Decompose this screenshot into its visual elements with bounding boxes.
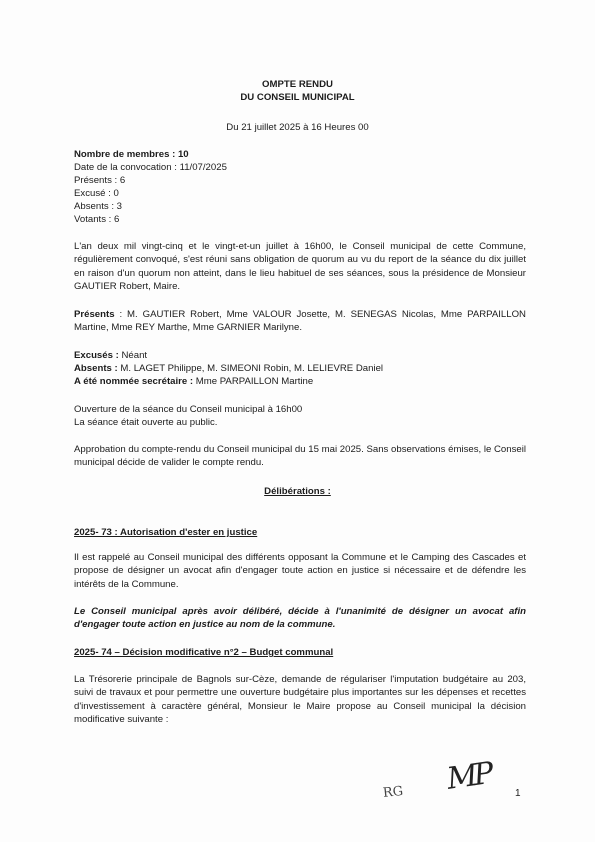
deliberation-73-body: Il est rappelé au Conseil municipal des différents opposant la Commune et le Camping des Cascades et propose de désigner un avocat afin d'engager toute action en justice si nécessaire et de défendre les intérêts de la Commune. bbox=[74, 552, 526, 590]
deliberation-74-heading: 2025- 74 – Décision modificative n°2 – Budget communal bbox=[74, 647, 334, 658]
members-count bbox=[74, 148, 189, 161]
absent-count: Absents : 3 bbox=[74, 201, 122, 212]
absents-label: Absents : bbox=[74, 363, 118, 374]
present-count: Présents : 6 bbox=[74, 175, 126, 186]
meeting-date: Du 21 juillet 2025 à 16 Heures 00 bbox=[226, 122, 369, 133]
presents-paragraph bbox=[74, 308, 526, 335]
intro-paragraph: L'an deux mil vingt-cinq et le vingt-et-un juillet à 16h00, le Conseil municipal de cette Commune, régulièrement convoqué, s'est réuni sans obligation de quorum au vu du report de la séance du dix juillet en raison d'un quorum non atteint, dans le lieu habituel de ses séances, sous la présidence de Monsieur GAUTIER Robert, Maire. bbox=[74, 241, 526, 293]
members-value: 10 bbox=[175, 149, 189, 160]
convocation-date: Date de la convocation : 11/07/2025 bbox=[74, 162, 227, 173]
voters-count: Votants : 6 bbox=[74, 214, 120, 225]
excuses-label: Excusés : bbox=[74, 350, 119, 361]
excused-count: Excusé : 0 bbox=[74, 188, 119, 199]
secretary-label: A été nommée secrétaire : bbox=[74, 376, 194, 387]
secretary-value: Mme PARPAILLON Martine bbox=[193, 376, 314, 387]
initials-mp-signature: MP bbox=[444, 756, 493, 797]
deliberation-74-body: La Trésorerie principale de Bagnols sur-Cèze, demande de régulariser l'imputation budgétaire au 203, suivi de travaux et pour permettre une ouverture budgétaire plus importantes sur les dépenses et recettes d'investissement à caractère général, Monsieur le Maire propose au Conseil municipal la décision modificative suivante : bbox=[74, 674, 526, 726]
excuses-value: Néant bbox=[118, 350, 148, 361]
presents-label: Présents bbox=[74, 309, 115, 320]
absents-value: M. LAGET Philippe, M. SIMEONI Robin, M. LELIEVRE Daniel bbox=[117, 363, 384, 374]
presents-list: : M. GAUTIER Robert, Mme VALOUR Josette, M. SENEGAS Nicolas, Mme PARPAILLON Martine, Mme REY Marthe, Mme GARNIER Marilyne. bbox=[74, 309, 526, 334]
opening-line-2: La séance était ouverte au public. bbox=[74, 417, 218, 428]
page-number: 1 bbox=[515, 788, 521, 799]
title-line-1: OMPTE RENDU bbox=[262, 79, 333, 90]
members-label: Nombre de membres : bbox=[74, 149, 176, 160]
title-line-2: DU CONSEIL MUNICIPAL bbox=[240, 92, 355, 103]
deliberation-73-heading: 2025- 73 : Autorisation d'ester en justice bbox=[74, 527, 258, 538]
deliberations-heading: Délibérations : bbox=[264, 486, 331, 497]
opening-line-1: Ouverture de la séance du Conseil municipal à 16h00 bbox=[74, 404, 303, 415]
initials-rg-signature: RG bbox=[382, 783, 404, 802]
deliberation-73-decision: Le Conseil municipal après avoir délibéré, décide à l'unanimité de désigner un avocat afin d'engager toute action en justice au nom de la commune. bbox=[74, 606, 526, 631]
secretary-line bbox=[74, 375, 313, 388]
absents-line bbox=[74, 362, 383, 375]
excuses-line bbox=[74, 349, 147, 362]
approval-paragraph: Approbation du compte-rendu du Conseil municipal du 15 mai 2025. Sans observations émises, le Conseil municipal décide de valider le compte rendu. bbox=[74, 444, 526, 469]
